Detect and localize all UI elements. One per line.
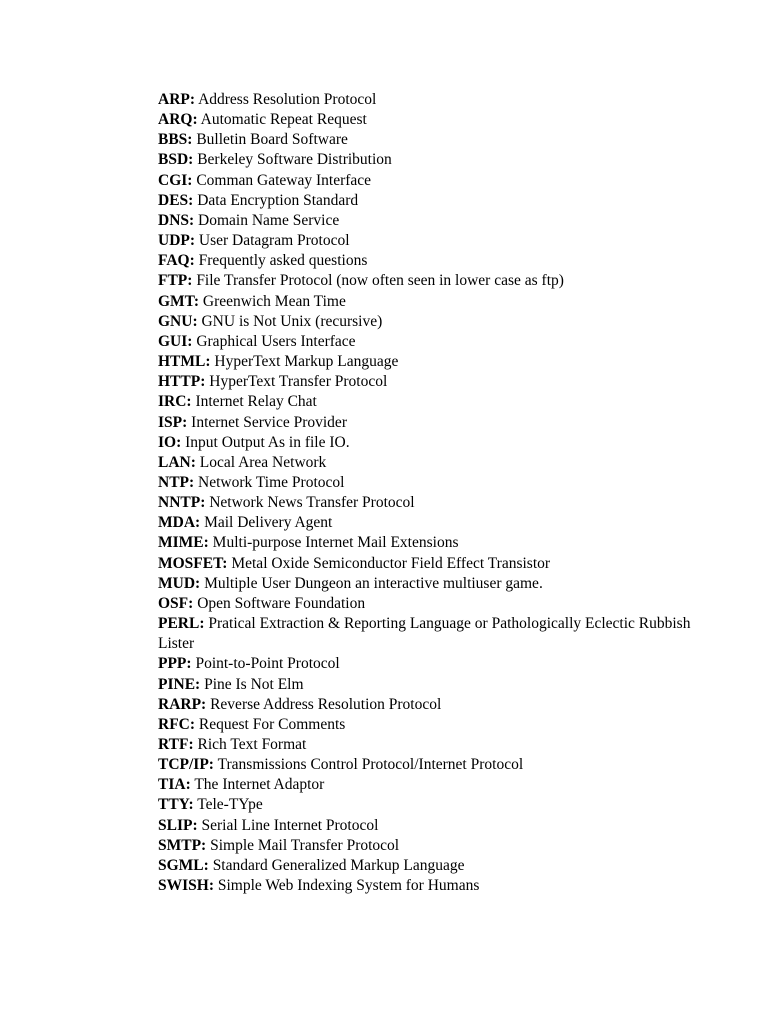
glossary-entry [158,856,718,876]
glossary-entry [158,392,718,412]
glossary-definition: Pine Is Not Elm [204,675,304,693]
glossary-term: UDP: [158,232,196,250]
glossary-term: MOSFET: [158,554,228,572]
glossary-definition: Metal Oxide Semiconductor Field Effect Transistor [231,554,551,572]
glossary-entry [158,654,718,674]
glossary-entry [158,90,718,110]
glossary-term: BBS: [158,131,193,149]
glossary-entry [158,614,718,654]
glossary-term: ARP: [158,91,196,108]
glossary-entry [158,211,718,231]
glossary-term: HTML: [158,353,211,371]
glossary-entry [158,251,718,271]
glossary-definition: Graphical Users Interface [196,332,356,350]
glossary-term: MUD: [158,574,201,592]
glossary-entry [158,271,718,291]
glossary-entry [158,231,718,251]
glossary-entry [158,433,718,453]
glossary-entry [158,413,718,433]
glossary-entry [158,715,718,735]
glossary-term: NNTP: [158,494,206,512]
glossary-entry [158,171,718,191]
glossary-entry [158,352,718,372]
glossary-term: TCP/IP: [158,756,214,774]
glossary-definition: Local Area Network [199,453,327,471]
glossary-definition: Transmissions Control Protocol/Internet Protocol [217,756,524,774]
glossary-term: GNU: [158,312,198,330]
glossary-definition: HyperText Transfer Protocol [209,373,388,391]
glossary-definition: Greenwich Mean Time [202,292,346,310]
glossary-term: LAN: [158,453,196,471]
glossary-entry [158,191,718,211]
glossary-term: PINE: [158,675,201,693]
glossary-term: MIME: [158,534,209,552]
glossary-definition: Simple Web Indexing System for Humans [217,877,480,895]
glossary-definition: GNU is Not Unix (recursive) [201,312,383,330]
glossary-entry [158,130,718,150]
glossary-term: DNS: [158,211,195,229]
glossary-definition: Serial Line Internet Protocol [201,816,379,834]
glossary-definition: Tele-TYpe [197,796,263,814]
glossary-entry [158,110,718,130]
glossary-definition: Reverse Address Resolution Protocol [210,695,442,713]
glossary-entry [158,493,718,513]
glossary-term: SMTP: [158,836,207,854]
glossary-entry [158,795,718,815]
glossary-term: ARQ: [158,111,198,129]
glossary-definition: Standard Generalized Markup Language [212,856,465,874]
glossary-term: SWISH: [158,877,214,895]
glossary-entry [158,735,718,755]
glossary-entry [158,473,718,493]
glossary-term: GUI: [158,332,193,350]
glossary-entry [158,675,718,695]
glossary-term: NTP: [158,473,195,491]
glossary-definition: Berkeley Software Distribution [197,151,392,169]
glossary-term: TIA: [158,776,191,794]
glossary-term: HTTP: [158,373,206,391]
glossary-definition: Mail Delivery Agent [204,514,333,532]
glossary-entry [158,775,718,795]
glossary-definition: Automatic Repeat Request [200,111,367,129]
acronym-glossary [158,90,718,896]
glossary-term: RTF: [158,736,194,753]
glossary-term: PPP: [158,655,192,673]
glossary-term: CGI: [158,171,193,189]
glossary-entry [158,574,718,594]
glossary-definition: Simple Mail Transfer Protocol [210,836,400,854]
glossary-definition: Rich Text Format [197,736,307,753]
glossary-definition: HyperText Markup Language [214,353,399,371]
glossary-entry [158,533,718,553]
glossary-entry [158,816,718,836]
glossary-term: TTY: [158,796,194,814]
glossary-definition: Multiple User Dungeon an interactive multiuser game. [204,574,543,592]
glossary-term: FAQ: [158,252,195,270]
glossary-entry [158,150,718,170]
glossary-term: OSF: [158,594,194,612]
glossary-definition: Data Encryption Standard [197,191,359,209]
glossary-term: PERL: [158,615,205,633]
glossary-definition: Point-to-Point Protocol [195,655,340,673]
glossary-term: DES: [158,191,194,209]
glossary-definition: Frequently asked questions [198,252,368,270]
glossary-entry [158,372,718,392]
glossary-term: RARP: [158,695,207,713]
glossary-entry [158,836,718,856]
glossary-definition: User Datagram Protocol [198,232,350,250]
glossary-definition: Internet Service Provider [191,413,347,431]
glossary-term: GMT: [158,292,200,310]
glossary-term: SLIP: [158,816,198,834]
glossary-entry [158,312,718,332]
glossary-definition: Internet Relay Chat [195,393,317,411]
glossary-definition: Domain Name Service [198,211,340,229]
glossary-entry [158,594,718,614]
glossary-term: RFC: [158,715,196,733]
glossary-term: MDA: [158,514,201,532]
glossary-definition: Request For Comments [198,715,346,733]
glossary-entry [158,695,718,715]
glossary-entry [158,554,718,574]
glossary-definition: Open Software Foundation [197,594,366,612]
glossary-term: IRC: [158,393,192,411]
glossary-definition: Address Resolution Protocol [198,91,377,108]
glossary-definition: Network News Transfer Protocol [209,494,415,512]
glossary-definition: Bulletin Board Software [196,131,348,149]
glossary-definition: The Internet Adaptor [194,776,325,794]
glossary-entry [158,755,718,775]
glossary-definition: Pratical Extraction & Reporting Language or Pathologically Eclectic Rubbish Lister [158,615,691,653]
glossary-term: IO: [158,433,182,451]
glossary-entry [158,332,718,352]
glossary-definition: Comman Gateway Interface [196,171,372,189]
glossary-term: SGML: [158,856,209,874]
glossary-definition: Input Output As in file IO. [185,433,350,451]
glossary-definition: Network Time Protocol [198,473,345,491]
glossary-entry [158,292,718,312]
glossary-entry [158,453,718,473]
glossary-entry [158,876,718,896]
glossary-definition: Multi-purpose Internet Mail Extensions [212,534,459,552]
glossary-term: FTP: [158,272,193,290]
glossary-definition: File Transfer Protocol (now often seen in lower case as ftp) [196,272,564,290]
glossary-term: BSD: [158,151,194,169]
glossary-entry [158,513,718,533]
glossary-term: ISP: [158,413,188,431]
